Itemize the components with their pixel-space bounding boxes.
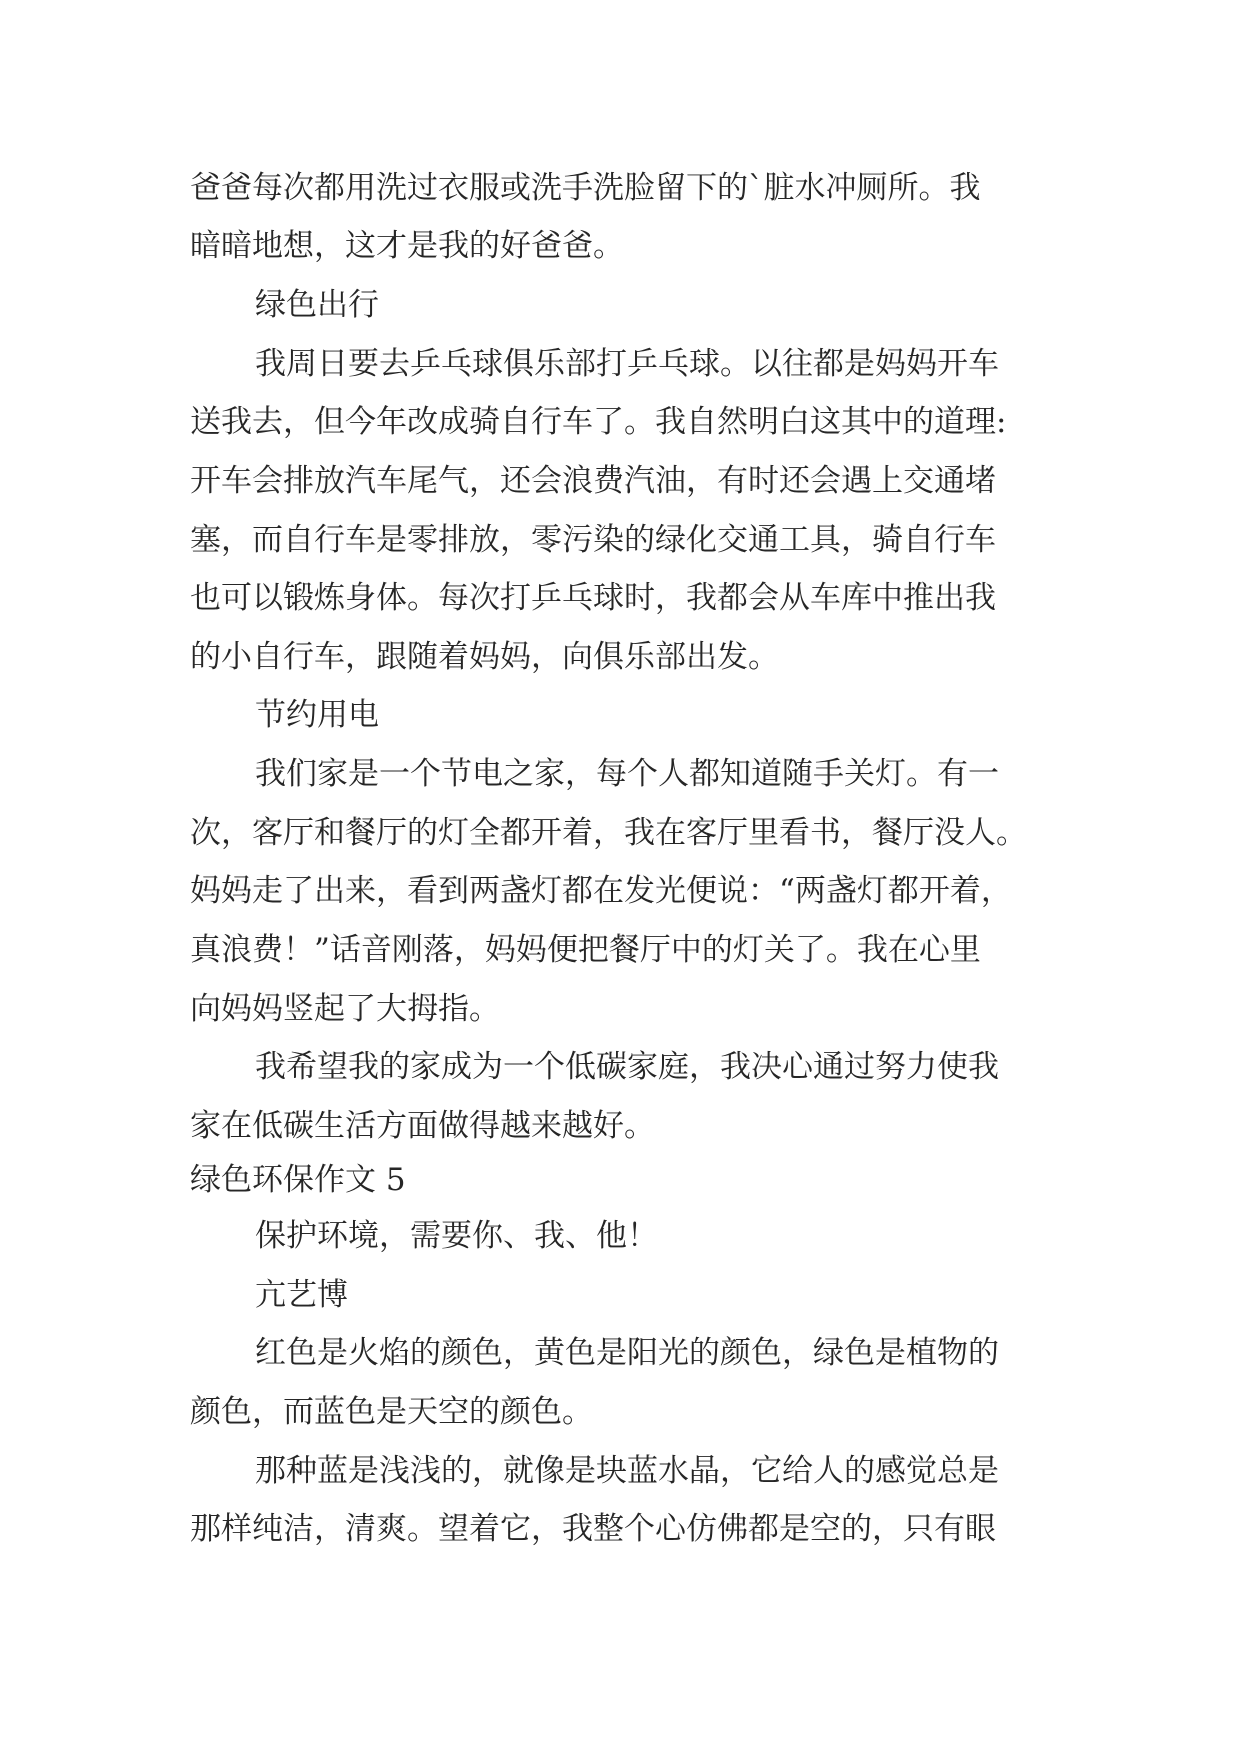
text-line: 那种蓝是浅浅的，就像是块蓝水晶，它给人的感觉总是	[255, 1453, 999, 1489]
text-line: 我们家是一个节电之家，每个人都知道随手关灯。有一	[255, 756, 999, 792]
author-name: 亢艺博	[255, 1277, 348, 1313]
text-line: 暗暗地想，这才是我的好爸爸。	[190, 228, 624, 264]
text-line: 妈妈走了出来，看到两盏灯都在发光便说：“两盏灯都开着，	[190, 873, 1012, 909]
text-line: 真浪费！”话音刚落，妈妈便把餐厅中的灯关了。我在心里	[190, 932, 981, 968]
text-line: 我周日要去乒乓球俱乐部打乒乓球。以往都是妈妈开车	[255, 346, 999, 382]
text-line: 家在低碳生活方面做得越来越好。	[190, 1108, 655, 1144]
text-line: 的小自行车，跟随着妈妈，向俱乐部出发。	[190, 639, 779, 675]
text-line: 我希望我的家成为一个低碳家庭，我决心通过努力使我	[255, 1049, 999, 1085]
text-line: 那样纯洁，清爽。望着它，我整个心仿佛都是空的，只有眼	[190, 1511, 996, 1547]
text-line: 爸爸每次都用洗过衣服或洗手洗脸留下的`脏水冲厕所。我	[190, 170, 981, 206]
text-line: 红色是火焰的颜色，黄色是阳光的颜色，绿色是植物的	[255, 1335, 999, 1371]
text-line: 塞，而自行车是零排放，零污染的绿化交通工具，骑自行车	[190, 522, 996, 558]
text-line: 送我去，但今年改成骑自行车了。我自然明白这其中的道理:	[190, 404, 1007, 440]
text-line: 颜色，而蓝色是天空的颜色。	[190, 1394, 593, 1430]
section-heading: 绿色出行	[255, 287, 379, 323]
text-line: 也可以锻炼身体。每次打乒乓球时，我都会从车库中推出我	[190, 580, 996, 616]
text-line: 次，客厅和餐厅的灯全都开着，我在客厅里看书，餐厅没人。	[190, 815, 1027, 851]
text-line: 向妈妈竖起了大拇指。	[190, 991, 500, 1027]
section-heading: 节约用电	[255, 697, 379, 733]
essay-subtitle: 保护环境，需要你、我、他！	[255, 1218, 658, 1254]
text-line: 开车会排放汽车尾气，还会浪费汽油，有时还会遇上交通堵	[190, 463, 996, 499]
essay-title: 绿色环保作文 5	[190, 1162, 406, 1198]
